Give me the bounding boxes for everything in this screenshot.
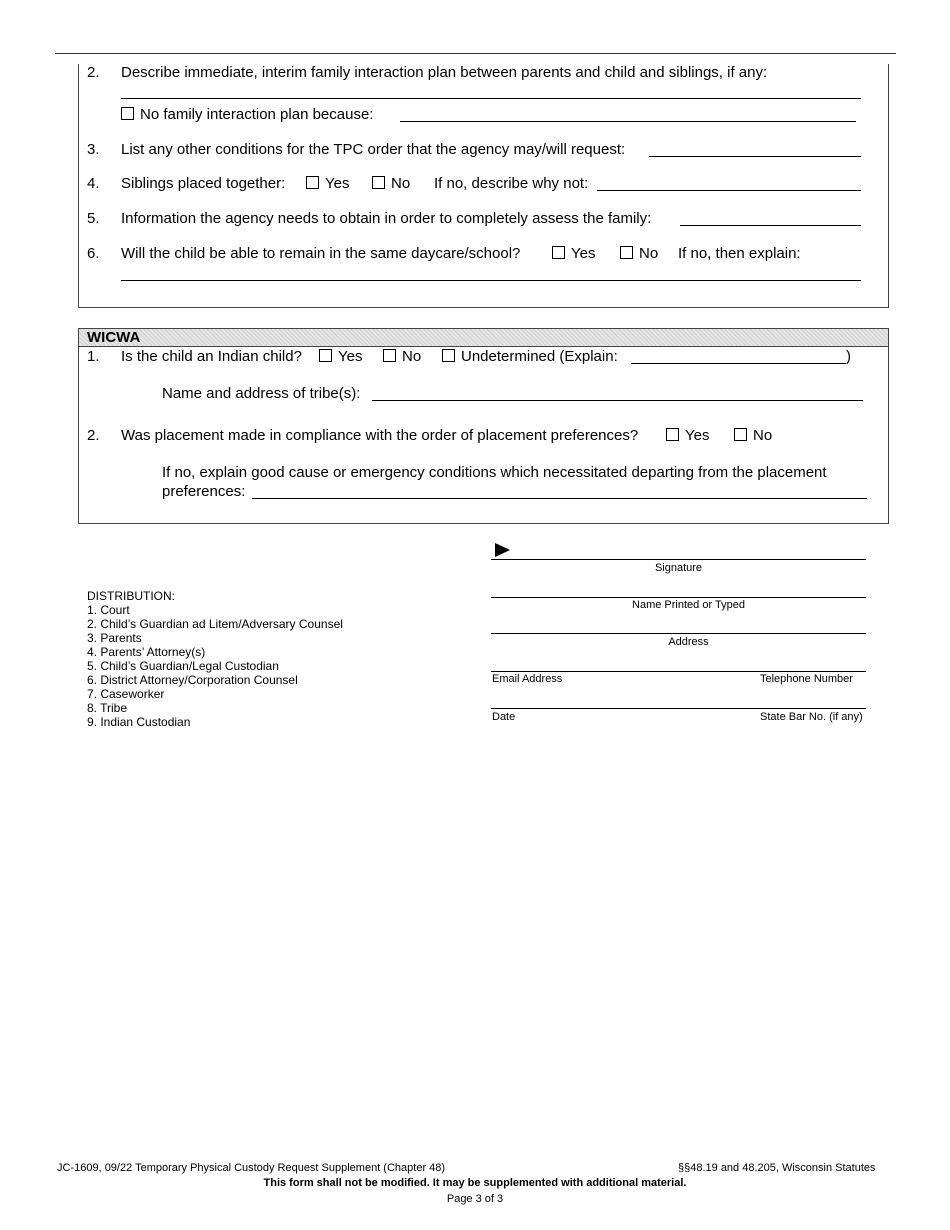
bar-label: State Bar No. (if any)	[760, 711, 863, 723]
wicwa-q1-no-option[interactable]	[383, 348, 421, 366]
distribution-item: 4. Parents’ Attorney(s)	[87, 645, 206, 659]
date-bar-line[interactable]	[491, 708, 866, 709]
distribution-item: 8. Tribe	[87, 701, 128, 715]
q4-yes-label: Yes	[325, 175, 350, 192]
q3-text: List any other conditions for the TPC order that the agency may/will request:	[121, 141, 626, 158]
q4-number: 4.	[87, 175, 100, 192]
distribution-item: 3. Parents	[87, 631, 142, 645]
address-line[interactable]	[491, 633, 866, 634]
distribution-list	[87, 589, 343, 729]
distribution-item: 6. District Attorney/Corporation Counsel	[87, 673, 298, 687]
wicwa-title: WICWA	[87, 329, 141, 346]
sign-here-arrow-icon	[495, 543, 510, 557]
email-phone-line[interactable]	[491, 671, 866, 672]
wicwa-q2-no-label: No	[753, 427, 773, 444]
wicwa-q1-yes-checkbox[interactable]	[319, 349, 332, 362]
q6-no-option[interactable]	[620, 245, 658, 263]
q4-if-no: If no, describe why not:	[434, 175, 589, 192]
wicwa-q2-yes-option[interactable]	[666, 427, 709, 445]
wicwa-q1-no-label: No	[402, 348, 422, 365]
distribution-title: DISTRIBUTION:	[87, 589, 176, 603]
q6-text: Will the child be able to remain in the same daycare/school?	[121, 245, 521, 262]
name-label: Name Printed or Typed	[632, 599, 745, 611]
q2-answer-line[interactable]	[121, 98, 861, 99]
wicwa-q1-undetermined-label: Undetermined (Explain:	[461, 348, 618, 365]
q6-yes-label: Yes	[571, 245, 596, 262]
distribution-item: 1. Court	[87, 603, 130, 617]
q6-no-label: No	[639, 245, 659, 262]
wicwa-q2-explain-line1: If no, explain good cause or emergency conditions which necessitated departing from the placement	[162, 464, 827, 481]
no-plan-line[interactable]	[400, 121, 856, 122]
wicwa-q1-undetermined-option[interactable]	[442, 348, 618, 366]
signature-label: Signature	[654, 562, 703, 574]
distribution-item: 9. Indian Custodian	[87, 715, 191, 729]
q3-answer-line[interactable]	[649, 156, 861, 157]
wicwa-q1-no-checkbox[interactable]	[383, 349, 396, 362]
wicwa-q2-number: 2.	[87, 427, 100, 444]
statutes: §§48.19 and 48.205, Wisconsin Statutes	[678, 1162, 876, 1174]
q2-number: 2.	[87, 64, 100, 81]
q6-number: 6.	[87, 245, 100, 262]
wicwa-q1-undetermined-checkbox[interactable]	[442, 349, 455, 362]
q5-text: Information the agency needs to obtain in order to completely assess the family:	[121, 210, 652, 227]
wicwa-q1-explain-line[interactable]	[631, 363, 846, 364]
q6-if-no: If no, then explain:	[678, 245, 801, 262]
modification-notice: This form shall not be modified. It may be supplemented with additional material.	[263, 1177, 687, 1189]
address-label: Address	[668, 636, 709, 648]
wicwa-q2-yes-checkbox[interactable]	[666, 428, 679, 441]
date-label: Date	[492, 711, 516, 723]
page-number: Page 3 of 3	[446, 1193, 504, 1205]
q5-number: 5.	[87, 210, 100, 227]
no-plan-label: No family interaction plan because:	[140, 106, 374, 123]
q4-no-label: No	[391, 175, 411, 192]
wicwa-q1-close-paren: )	[846, 348, 851, 365]
no-plan-option[interactable]	[121, 106, 373, 124]
q6-answer-line[interactable]	[121, 280, 861, 281]
wicwa-q1-yes-label: Yes	[338, 348, 363, 365]
wicwa-q1-number: 1.	[87, 348, 100, 365]
top-rule	[55, 53, 896, 54]
wicwa-q2-explain-line2: preferences:	[162, 483, 246, 500]
wicwa-header-bar	[79, 329, 888, 347]
q6-no-checkbox[interactable]	[620, 246, 633, 259]
name-line[interactable]	[491, 597, 866, 598]
tribe-line[interactable]	[372, 400, 863, 401]
q4-no-checkbox[interactable]	[372, 176, 385, 189]
q2-text: Describe immediate, interim family interaction plan between parents and child and siblings, if any:	[121, 64, 768, 81]
q6-yes-checkbox[interactable]	[552, 246, 565, 259]
wicwa-q2-yes-label: Yes	[685, 427, 710, 444]
wicwa-q2-no-option[interactable]	[734, 427, 772, 445]
distribution-item: 2. Child’s Guardian ad Litem/Adversary Counsel	[87, 617, 343, 631]
signature-line[interactable]	[491, 559, 866, 560]
phone-label: Telephone Number	[760, 673, 853, 685]
wicwa-q2-explain-field[interactable]	[252, 498, 867, 499]
q6-yes-option[interactable]	[552, 245, 595, 263]
q4-yes-checkbox[interactable]	[306, 176, 319, 189]
distribution-item: 7. Caseworker	[87, 687, 165, 701]
q4-no-option[interactable]	[372, 175, 410, 193]
wicwa-q1-text: Is the child an Indian child?	[121, 348, 302, 365]
wicwa-q2-no-checkbox[interactable]	[734, 428, 747, 441]
no-plan-checkbox[interactable]	[121, 107, 134, 120]
q5-answer-line[interactable]	[680, 225, 861, 226]
q4-yes-option[interactable]	[306, 175, 349, 193]
q4-text: Siblings placed together:	[121, 175, 286, 192]
tribe-label: Name and address of tribe(s):	[162, 385, 361, 402]
form-id: JC-1609, 09/22 Temporary Physical Custody Request Supplement (Chapter 48)	[57, 1162, 446, 1174]
distribution-item: 5. Child’s Guardian/Legal Custodian	[87, 659, 279, 673]
wicwa-q1-yes-option[interactable]	[319, 348, 362, 366]
email-label: Email Address	[492, 673, 563, 685]
q4-answer-line[interactable]	[597, 190, 861, 191]
wicwa-q2-text: Was placement made in compliance with the order of placement preferences?	[121, 427, 639, 444]
q3-number: 3.	[87, 141, 100, 158]
